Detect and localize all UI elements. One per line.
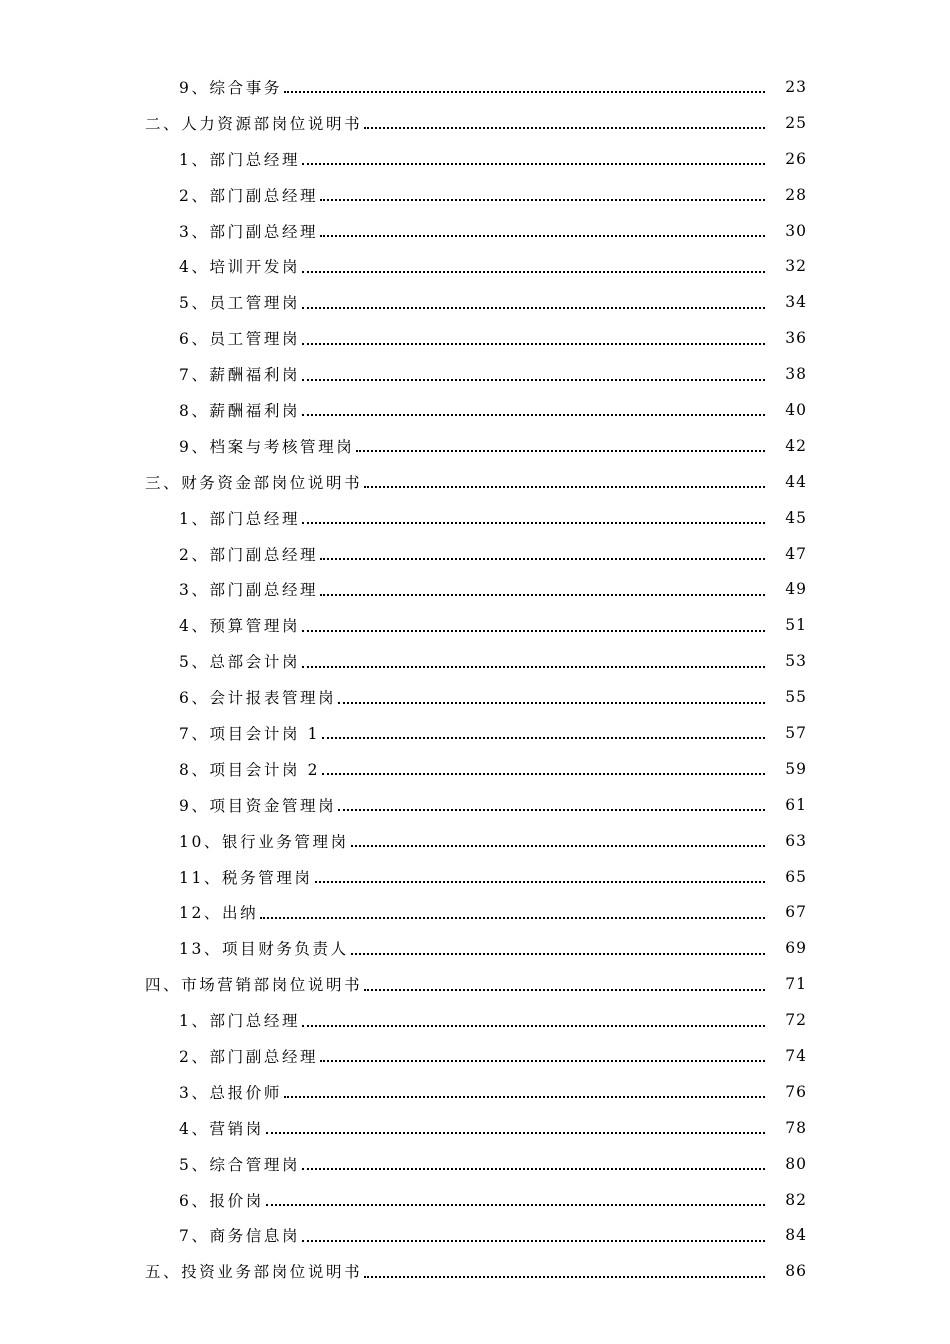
entry-page-number: 28 [785, 185, 807, 204]
dot-leader [302, 378, 765, 381]
entry-title: 7、商务信息岗 [179, 1224, 300, 1246]
entry-title: 5、综合管理岗 [179, 1153, 300, 1175]
entry-page-number: 57 [785, 723, 807, 742]
entry-page-number: 63 [785, 831, 807, 850]
entry-page-number: 65 [785, 867, 807, 886]
entry-title: 1、部门总经理 [179, 1009, 300, 1031]
entry-page-number: 80 [785, 1154, 807, 1173]
entry-title: 7、薪酬福利岗 [179, 363, 300, 385]
entry-page-number: 51 [785, 616, 807, 635]
entry-title: 6、员工管理岗 [179, 327, 300, 349]
dot-leader [320, 198, 765, 201]
dot-leader [322, 772, 765, 775]
entry-title: 三、财务资金部岗位说明书 [145, 471, 362, 493]
toc-section-entry[interactable] [0, 464, 950, 500]
entry-title: 3、部门副总经理 [179, 220, 318, 242]
entry-title: 10、银行业务管理岗 [179, 830, 349, 852]
toc-subsection-entry[interactable] [0, 930, 950, 966]
toc-subsection-entry[interactable] [0, 141, 950, 177]
toc-subsection-entry[interactable] [0, 177, 950, 213]
dot-leader [302, 342, 765, 345]
entry-page-number: 42 [785, 436, 807, 455]
toc-subsection-entry[interactable] [0, 1074, 950, 1110]
dot-leader [266, 1203, 765, 1206]
entry-title: 4、培训开发岗 [179, 255, 300, 277]
entry-title: 2、部门副总经理 [179, 1045, 318, 1067]
toc-subsection-entry[interactable] [0, 823, 950, 859]
toc-subsection-entry[interactable] [0, 679, 950, 715]
entry-title: 6、报价岗 [179, 1189, 264, 1211]
entry-title: 9、档案与考核管理岗 [179, 435, 354, 457]
entry-title: 四、市场营销部岗位说明书 [145, 973, 362, 995]
entry-title: 五、投资业务部岗位说明书 [145, 1260, 362, 1282]
entry-page-number: 34 [785, 293, 807, 312]
entry-title: 2、部门副总经理 [179, 543, 318, 565]
toc-subsection-entry[interactable] [0, 69, 950, 105]
dot-leader [356, 449, 765, 452]
entry-title: 3、总报价师 [179, 1081, 282, 1103]
entry-page-number: 69 [785, 939, 807, 958]
toc-section-entry[interactable] [0, 966, 950, 1002]
entry-title: 8、项目会计岗 2 [179, 758, 320, 780]
entry-page-number: 67 [785, 903, 807, 922]
entry-page-number: 84 [785, 1226, 807, 1245]
entry-title: 12、出纳 [179, 901, 258, 923]
entry-title: 9、项目资金管理岗 [179, 794, 336, 816]
entry-page-number: 61 [785, 795, 807, 814]
entry-title: 9、综合事务 [179, 76, 282, 98]
toc-subsection-entry[interactable] [0, 536, 950, 572]
entry-title: 8、薪酬福利岗 [179, 399, 300, 421]
entry-page-number: 25 [785, 113, 807, 132]
entry-title: 5、员工管理岗 [179, 291, 300, 313]
entry-page-number: 71 [785, 975, 807, 994]
entry-page-number: 72 [785, 1011, 807, 1030]
toc-subsection-entry[interactable] [0, 356, 950, 392]
entry-page-number: 49 [785, 580, 807, 599]
dot-leader [302, 413, 765, 416]
toc-subsection-entry[interactable] [0, 248, 950, 284]
dot-leader [364, 485, 765, 488]
dot-leader [302, 1167, 765, 1170]
dot-leader [302, 270, 765, 273]
toc-subsection-entry[interactable] [0, 859, 950, 895]
dot-leader [351, 844, 765, 847]
entry-page-number: 74 [785, 1046, 807, 1065]
toc-subsection-entry[interactable] [0, 392, 950, 428]
entry-page-number: 23 [785, 77, 807, 96]
entry-page-number: 78 [785, 1118, 807, 1137]
dot-leader [284, 1095, 765, 1098]
entry-page-number: 47 [785, 544, 807, 563]
entry-title: 二、人力资源部岗位说明书 [145, 112, 362, 134]
entry-page-number: 40 [785, 400, 807, 419]
entry-page-number: 86 [785, 1262, 807, 1281]
toc-subsection-entry[interactable] [0, 1218, 950, 1254]
entry-title: 13、项目财务负责人 [179, 937, 349, 959]
dot-leader [302, 521, 765, 524]
entry-title: 1、部门总经理 [179, 507, 300, 529]
entry-title: 1、部门总经理 [179, 148, 300, 170]
entry-page-number: 76 [785, 1082, 807, 1101]
entry-title: 4、预算管理岗 [179, 614, 300, 636]
entry-page-number: 45 [785, 508, 807, 527]
dot-leader [338, 701, 765, 704]
toc-subsection-entry[interactable] [0, 894, 950, 930]
entry-page-number: 82 [785, 1190, 807, 1209]
toc-subsection-entry[interactable] [0, 643, 950, 679]
dot-leader [320, 234, 765, 237]
dot-leader [302, 665, 765, 668]
dot-leader [320, 1059, 765, 1062]
toc-section-entry[interactable] [0, 105, 950, 141]
entry-page-number: 30 [785, 221, 807, 240]
dot-leader [260, 916, 765, 919]
table-of-contents [0, 69, 950, 1289]
toc-subsection-entry[interactable] [0, 1038, 950, 1074]
entry-page-number: 44 [785, 472, 807, 491]
entry-page-number: 59 [785, 759, 807, 778]
toc-subsection-entry[interactable] [0, 607, 950, 643]
dot-leader [351, 952, 765, 955]
dot-leader [320, 557, 765, 560]
dot-leader [320, 593, 765, 596]
entry-title: 11、税务管理岗 [179, 866, 313, 888]
toc-subsection-entry[interactable] [0, 1110, 950, 1146]
dot-leader [302, 1239, 765, 1242]
dot-leader [338, 808, 765, 811]
dot-leader [315, 880, 765, 883]
toc-subsection-entry[interactable] [0, 1146, 950, 1182]
dot-leader [302, 306, 765, 309]
entry-page-number: 55 [785, 688, 807, 707]
entry-title: 5、总部会计岗 [179, 650, 300, 672]
entry-title: 2、部门副总经理 [179, 184, 318, 206]
toc-subsection-entry[interactable] [0, 715, 950, 751]
toc-subsection-entry[interactable] [0, 1182, 950, 1218]
entry-page-number: 26 [785, 149, 807, 168]
dot-leader [266, 1131, 765, 1134]
dot-leader [302, 1024, 765, 1027]
toc-subsection-entry[interactable] [0, 500, 950, 536]
entry-title: 6、会计报表管理岗 [179, 686, 336, 708]
dot-leader [364, 1275, 765, 1278]
toc-subsection-entry[interactable] [0, 571, 950, 607]
entry-page-number: 36 [785, 329, 807, 348]
dot-leader [364, 988, 765, 991]
dot-leader [302, 162, 765, 165]
toc-section-entry[interactable] [0, 1253, 950, 1289]
dot-leader [364, 126, 765, 129]
entry-page-number: 53 [785, 652, 807, 671]
toc-subsection-entry[interactable] [0, 320, 950, 356]
toc-subsection-entry[interactable] [0, 428, 950, 464]
entry-title: 4、营销岗 [179, 1117, 264, 1139]
toc-subsection-entry[interactable] [0, 751, 950, 787]
toc-subsection-entry[interactable] [0, 787, 950, 823]
toc-subsection-entry[interactable] [0, 213, 950, 249]
dot-leader [302, 629, 765, 632]
entry-title: 3、部门副总经理 [179, 578, 318, 600]
dot-leader [284, 90, 765, 93]
entry-title: 7、项目会计岗 1 [179, 722, 320, 744]
entry-page-number: 32 [785, 257, 807, 276]
toc-subsection-entry[interactable] [0, 284, 950, 320]
dot-leader [322, 736, 765, 739]
toc-subsection-entry[interactable] [0, 1002, 950, 1038]
entry-page-number: 38 [785, 365, 807, 384]
